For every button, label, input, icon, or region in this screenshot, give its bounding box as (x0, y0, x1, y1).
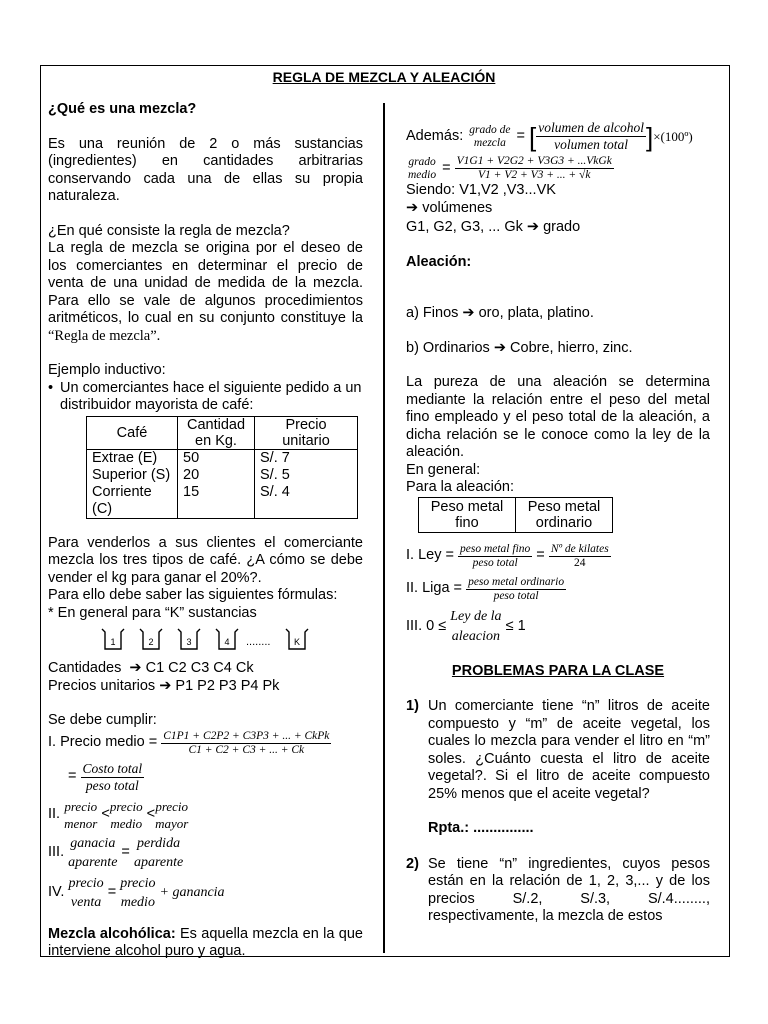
formulas-intro: Para ello debe saber las siguientes fórmulas: (48, 587, 338, 603)
venta-question: Para venderlos a sus clientes el comerciante mezcla los tres tipos de café. ¿A cómo se debe vender el kg para ganar el 20%?. (48, 534, 363, 586)
page-title: REGLA DE MEZCLA Y ALEACIÓN (272, 69, 496, 85)
ordinarios-item: b) Ordinarios ➔ Cobre, hierro, zinc. (406, 339, 633, 356)
aleacion-heading: Aleación: (406, 253, 472, 270)
arrow-right-icon: ➔ (129, 660, 142, 676)
problem-2: 2) Se tiene “n” ingredientes, cuyos pesos están en la relación de 1, 2, 3,... y de los precios S/.2, S/.3, S/.4........, respectivamente, la mezcla de estos (406, 855, 710, 924)
formula-costo-peso: = $\frac{\text{Costo total}}{\text{peso total}}$ (68, 760, 143, 793)
formula-iii: III. ganacia aparente = perdida aparente (48, 835, 184, 870)
regla-mezcla-text: La regla de mezcla se origina por el deseo de los comerciantes en determinar el precio de venta de una unidad de medida de la mezcla. Para ello se vale de algunos procedimientos aritméticos, lo cual en su conjunto constituye la “Regla de mezcla”. (48, 240, 363, 344)
formula-ley: I. Ley = $\frac{\text{peso metal fino}}{\text{peso total}}$ = $\frac{\text{Nº de kilates}}{24}$ (406, 542, 609, 569)
cantidades-line: Cantidades ➔ C1 C2 C3 C4 Ck (48, 660, 254, 676)
formula-precio-medio: I. Precio medio = $\frac{\text{C1P1 + C2P2 + C3P3 + ... + CkPk}}{C1 + C2 + C3 + ... + Ck}$ (48, 729, 330, 756)
formula-grado-mezcla: Además: grado de mezcla = [ $\frac{\text{volumen de alcohol}}{\text{volumen total}}$ ] ×(100º) (406, 120, 693, 152)
svg-text:4: 4 (224, 637, 230, 647)
table-row: Superior (S) 20 S/. 5 (87, 467, 358, 484)
svg-text:1: 1 (110, 637, 116, 647)
container-icon (138, 626, 164, 652)
heading-que-es-mezcla: ¿Qué es una mezcla? (48, 101, 197, 117)
left-column (48, 96, 363, 961)
siendo-line: Siendo: V1,V2 ,V3...VK (406, 182, 556, 198)
formula-iii-ley: III. 0 ≤ Ley de la aleacion ≤ 1 (406, 608, 526, 644)
se-debe-cumplir: Se debe cumplir: (48, 712, 157, 728)
svg-text:K: K (293, 637, 301, 647)
problemas-heading: PROBLEMAS PARA LA CLASE (451, 662, 665, 679)
problem-1: 1) Un comerciante tiene “n” litros de aceite compuesto y “m” de aceite vegetal, los cuales lo mezcla para vender el litro en “m” soles. ¿Cuánto cuesta el litro de aceite vegetal?. Si el litro de aceite compuesto 25% menos que el aceite vegetal? (406, 698, 710, 802)
coffee-table (86, 416, 358, 519)
container-icon (100, 626, 126, 652)
arrow-right-icon: ➔ (406, 199, 419, 216)
heading-regla-mezcla: ¿En qué consiste la regla de mezcla? (48, 222, 290, 239)
metal-ordinario-cell: Peso metal ordinario (516, 497, 613, 532)
en-general: En general: (406, 461, 481, 478)
column-divider (383, 103, 385, 953)
arrow-right-icon: ➔ (462, 305, 475, 321)
precios-line: Precios unitarios ➔ P1 P2 P3 P4 Pk (48, 677, 280, 694)
table-row: Corriente (C) 15 S/. 4 (87, 484, 358, 519)
grados-line: G1, G2, G3, ... Gk ➔ grado (406, 219, 581, 235)
svg-text:2: 2 (148, 637, 154, 647)
container-icon (284, 626, 310, 652)
para-aleacion: Para la aleación: (406, 479, 515, 495)
containers-ellipsis: ........ (246, 636, 271, 648)
formula-ii: II. precio menor < precio medio < precio mayor (48, 798, 189, 831)
container-icon (214, 626, 240, 652)
right-column (406, 96, 710, 926)
rpta-line: Rpta.: ............... (428, 820, 534, 836)
formula-iv: IV. precio venta = precio medio + ganancia (48, 875, 225, 910)
arrow-right-icon: ➔ (493, 339, 506, 356)
k-sustancias: * En general para “K” sustancias (48, 604, 257, 621)
arrow-right-icon: ➔ (159, 677, 172, 694)
formula-liga: II. Liga = $\frac{\text{peso metal ordinario}}{\text{peso total}}$ (406, 575, 565, 602)
volumenes-line: ➔ volúmenes (406, 199, 493, 216)
svg-text:3: 3 (186, 637, 192, 647)
mezcla-alcoholica: Mezcla alcohólica: Es aquella mezcla en la que interviene alcohol puro y agua. (48, 925, 363, 959)
table-header: Precio unitario (255, 416, 358, 449)
containers-diagram (100, 626, 363, 656)
bullet-item: • Un comerciantes hace el siguiente pedido a un distribuidor mayorista de café: (48, 379, 362, 413)
finos-item: a) Finos ➔ oro, plata, platino. (406, 305, 594, 321)
ejemplo-label: Ejemplo inductivo: (48, 362, 166, 378)
metal-table (418, 497, 613, 533)
pureza-text: La pureza de una aleación se determina mediante la relación entre el peso del metal fino empleado y el peso total de la aleación, a dicha relación se le conoce como la ley de la aleación. (406, 374, 710, 460)
mezcla-definition: Es una reunión de 2 o más sustancias (ingredientes) en cantidades arbitrarias conservando cada una de ellas su propia naturaleza. (48, 135, 363, 204)
container-icon (176, 626, 202, 652)
table-row: Extrae (E) 50 S/. 7 (87, 449, 358, 467)
table-header: Café (87, 416, 178, 449)
table-header: Cantidad en Kg. (178, 416, 255, 449)
formula-grado-medio: grado medio = $\frac{\text{V1G1 + V2G2 + V3G3 + ...VkGk}}{V1 + V2 + V3 + ... + √k}$ (408, 155, 612, 181)
arrow-right-icon: ➔ (526, 219, 540, 235)
metal-fino-cell: Peso metal fino (419, 497, 516, 532)
